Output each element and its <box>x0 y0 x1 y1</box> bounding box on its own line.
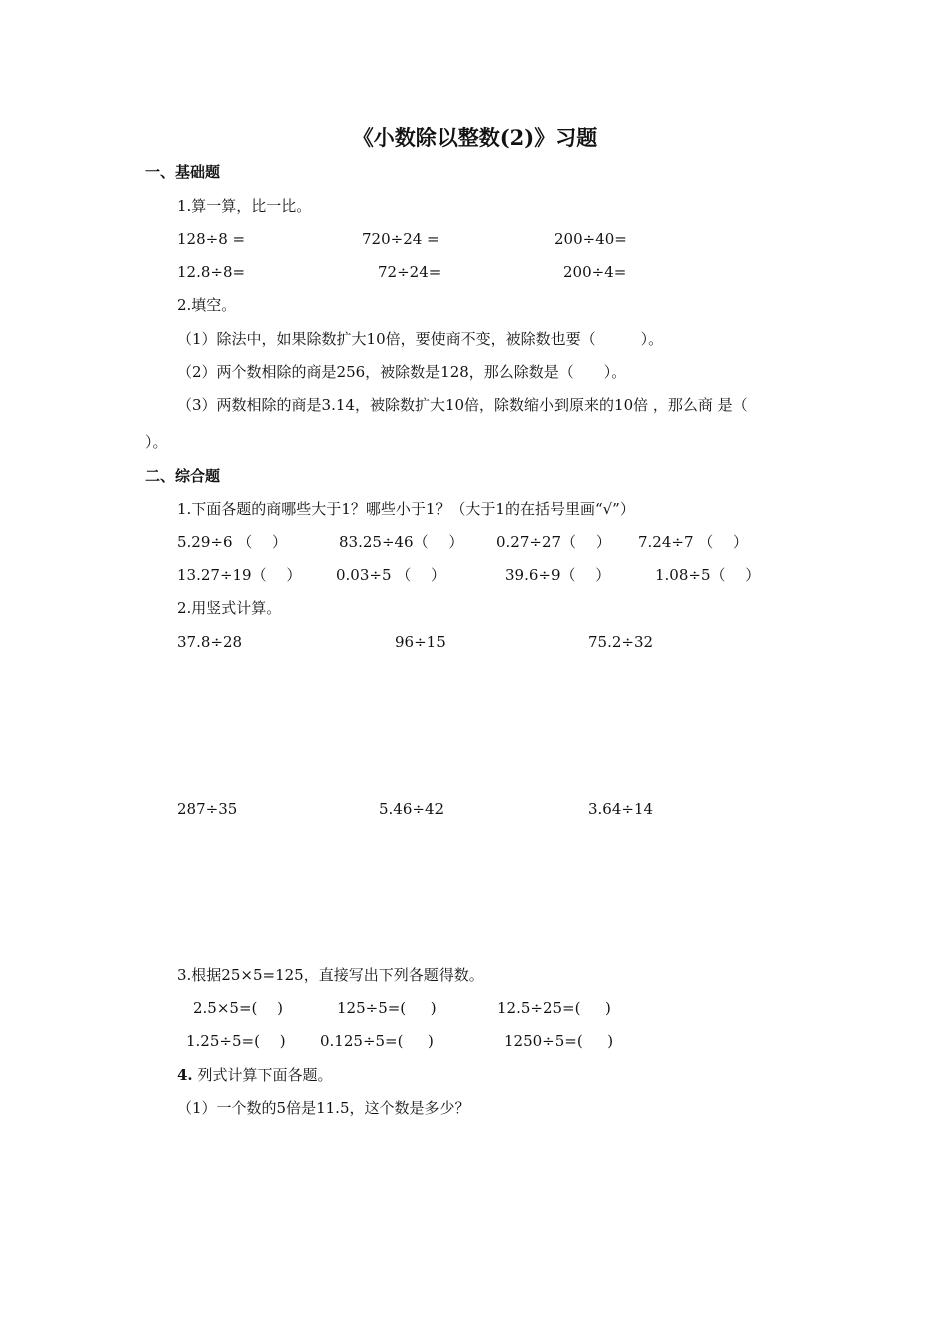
s2-q4-number: 4. <box>177 1066 193 1084</box>
s2-q1-r2-c1: 13.27÷19（ ） <box>177 566 302 584</box>
s2-q2-r2-c1: 287÷35 <box>177 800 238 818</box>
s1-q1-r2-c1: 12.8÷8= <box>177 263 246 281</box>
s1-q2-item2: （2）两个数相除的商是256，被除数是128，那么除数是（ ）。 <box>177 363 627 381</box>
s2-q2-r2-c2: 5.46÷42 <box>379 800 445 818</box>
section-1-heading: 一、基础题 <box>145 163 221 181</box>
s2-q3-label: 3.根据25×5=125，直接写出下列各题得数。 <box>177 966 484 984</box>
s1-q1-label: 1.算一算，比一比。 <box>177 197 312 215</box>
s2-q2-label: 2.用竖式计算。 <box>177 599 282 617</box>
s2-q2-r1-c3: 75.2÷32 <box>588 633 654 651</box>
s2-q4-item1: （1）一个数的5倍是11.5，这个数是多少？ <box>177 1099 470 1117</box>
s2-q3-r1-c1: 2.5×5=( ) <box>193 999 284 1017</box>
s1-q1-r2-c2: 72÷24= <box>378 263 442 281</box>
s2-q3-r2-c1: 1.25÷5=( ) <box>186 1032 286 1050</box>
page-title: 《小数除以整数(2)》习题 <box>352 125 598 150</box>
s2-q1-r1-c1: 5.29÷6 （ ） <box>177 533 288 551</box>
s1-q2-item3-line1: （3）两数相除的商是3.14，被除数扩大10倍，除数缩小到原来的10倍 ，那么商 是（ <box>177 396 748 414</box>
s1-q1-r1-c3: 200÷40= <box>554 230 627 248</box>
s1-q1-r2-c3: 200÷4= <box>563 263 627 281</box>
s1-q2-item3-line2: ）。 <box>145 433 168 451</box>
s2-q3-r1-c2: 125÷5=( ) <box>337 999 437 1017</box>
s2-q1-r1-c4: 7.24÷7 （ ） <box>638 533 749 551</box>
s2-q1-r2-c4: 1.08÷5（ ） <box>655 566 761 584</box>
s2-q1-label: 1.下面各题的商哪些大于1？哪些小于1？（大于1的在括号里画“√”） <box>177 500 635 518</box>
s2-q1-r2-c2: 0.03÷5 （ ） <box>336 566 447 584</box>
s2-q3-r2-c2: 0.125÷5=( ) <box>320 1032 434 1050</box>
s1-q2-label: 2.填空。 <box>177 296 237 314</box>
section-2-heading: 二、综合题 <box>145 467 221 485</box>
s1-q1-r1-c2: 720÷24 = <box>362 230 440 248</box>
s2-q1-r2-c3: 39.6÷9（ ） <box>505 566 611 584</box>
s2-q2-r2-c3: 3.64÷14 <box>588 800 654 818</box>
s2-q2-r1-c2: 96÷15 <box>395 633 446 651</box>
s2-q3-r1-c3: 12.5÷25=( ) <box>497 999 611 1017</box>
s2-q4-label-text: 列式计算下面各题。 <box>192 1066 333 1084</box>
s2-q1-r1-c2: 83.25÷46（ ） <box>339 533 464 551</box>
s2-q3-r2-c3: 1250÷5=( ) <box>504 1032 614 1050</box>
s1-q1-r1-c1: 128÷8 = <box>177 230 246 248</box>
s2-q4-label <box>177 1068 332 1083</box>
s2-q2-r1-c1: 37.8÷28 <box>177 633 243 651</box>
s1-q2-item1: （1）除法中，如果除数扩大10倍，要使商不变，被除数也要（ ）。 <box>177 330 664 348</box>
s2-q1-r1-c3: 0.27÷27（ ） <box>496 533 611 551</box>
